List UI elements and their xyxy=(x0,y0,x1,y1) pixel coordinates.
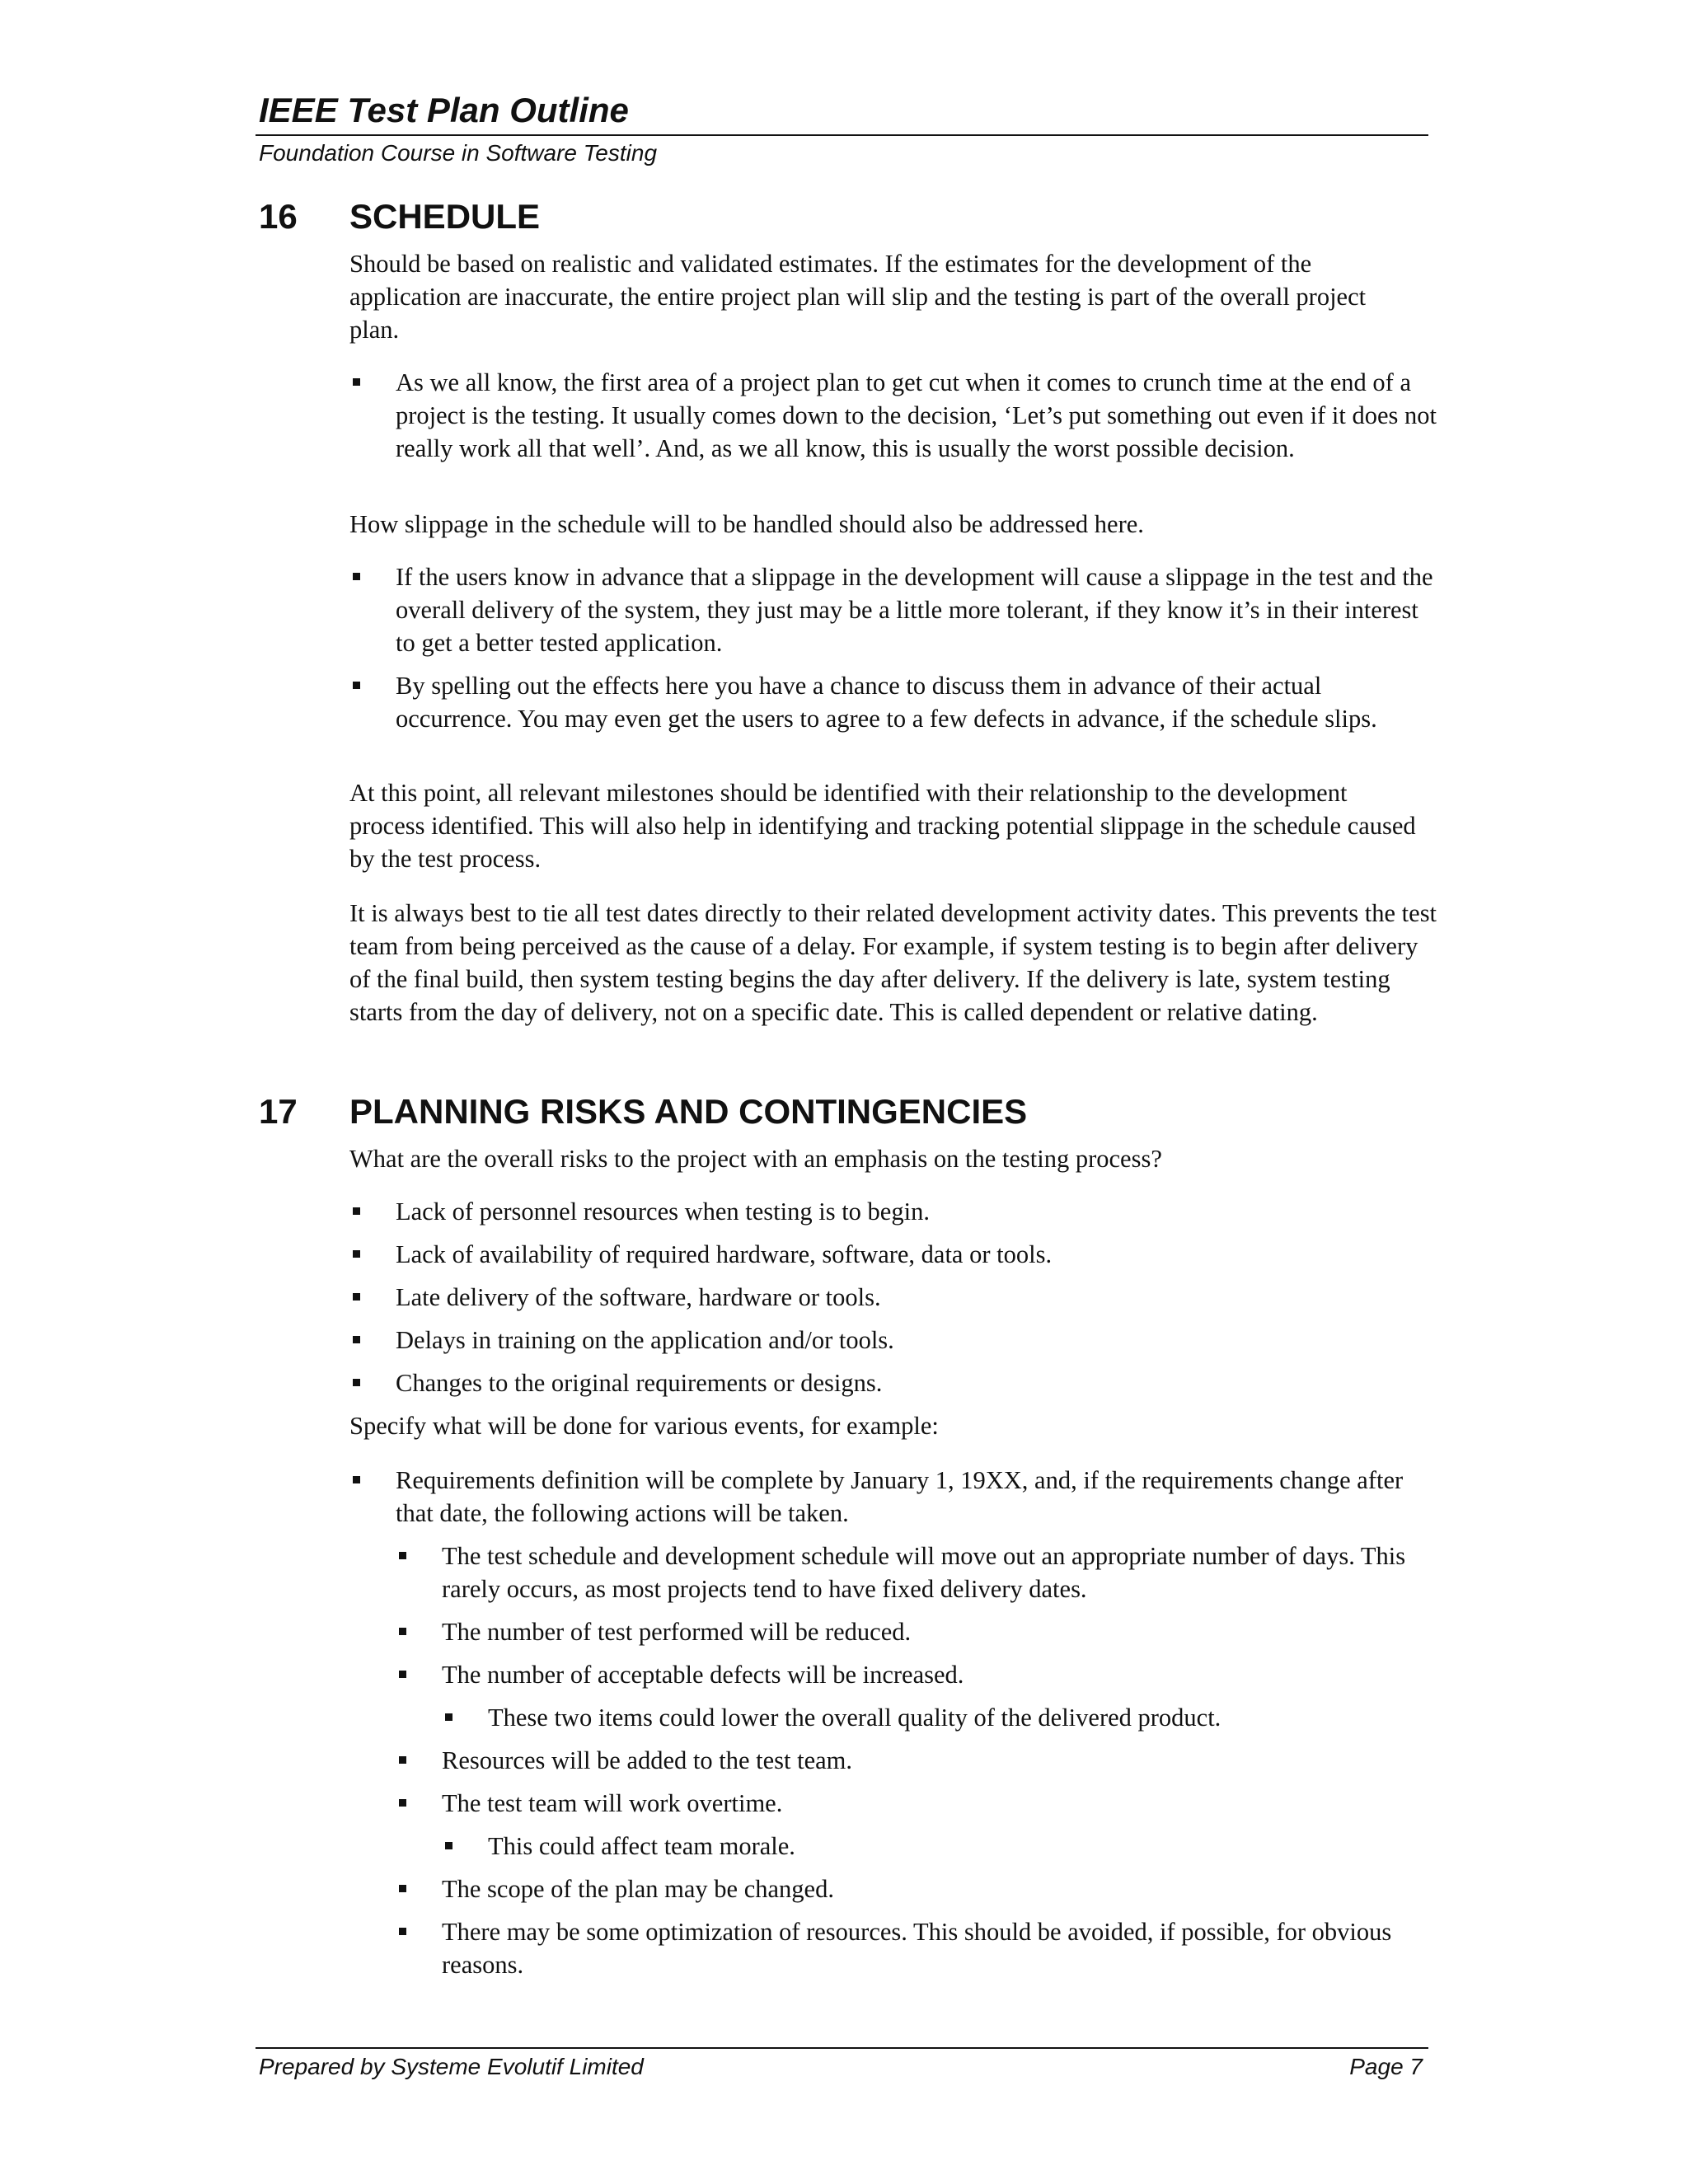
s16-para-relative-dating: It is always best to tie all test dates directly to their related development activity dates. This prevents the test team from being perceived as the cause of a delay. For example, if system testing is to begin after delivery of the final build, then system testing begins the day after delivery. If the delivery is late, system testing starts from the day of delivery, not on a specific date. This is called dependent or relative dating. xyxy=(349,899,1437,1026)
list-item xyxy=(396,1787,1437,1820)
footer-left: Prepared by Systeme Evolutif Limited xyxy=(259,2054,644,2079)
bullet-square-icon xyxy=(353,1250,360,1258)
list-item-text: Resources will be added to the test team. xyxy=(442,1746,853,1774)
bullet-square-icon xyxy=(445,1713,452,1721)
list-item xyxy=(396,1872,1437,1905)
section-17-title: PLANNING RISKS AND CONTINGENCIES xyxy=(349,1092,1028,1131)
list-item xyxy=(349,1324,1437,1357)
header-rule xyxy=(256,134,1428,136)
list-item xyxy=(396,1540,1437,1605)
bullet-square-icon xyxy=(399,1928,406,1935)
list-item xyxy=(349,1238,1437,1271)
bullet-square-icon xyxy=(353,682,360,689)
list-item-text: The scope of the plan may be changed. xyxy=(442,1875,834,1903)
document-title: IEEE Test Plan Outline xyxy=(259,91,629,129)
bullet-square-icon xyxy=(353,1336,360,1343)
list-item xyxy=(349,1195,1437,1228)
s17-intro: What are the overall risks to the project with an emphasis on the testing process? xyxy=(349,1145,1162,1173)
list-item xyxy=(396,1615,1437,1648)
bullet-square-icon xyxy=(353,1476,360,1483)
s16-para-estimates: Should be based on realistic and validated estimates. If the estimates for the development of the application are inaccurate, the entire project plan will slip and the testing is part of the overall project plan. xyxy=(349,250,1367,344)
list-item-text: The number of test performed will be reduced. xyxy=(442,1618,912,1646)
list-item xyxy=(396,1744,1437,1777)
list-item-text: Requirements definition will be complete by January 1, 19XX, and, if the requirements change after that date, the following actions will be taken. xyxy=(396,1466,1404,1527)
list-item xyxy=(442,1830,1437,1863)
list-item-text: Late delivery of the software, hardware or tools. xyxy=(396,1283,881,1311)
list-item-text: Lack of availability of required hardware, software, data or tools. xyxy=(396,1240,1053,1268)
paragraph xyxy=(349,247,1421,346)
bullet-square-icon xyxy=(399,1671,406,1678)
list-item-text: This could affect team morale. xyxy=(488,1832,795,1860)
list-item-text: These two items could lower the overall quality of the delivered product. xyxy=(488,1704,1221,1732)
paragraph xyxy=(349,1142,1437,1175)
bullet-square-icon xyxy=(399,1885,406,1892)
list-item-text: Changes to the original requirements or designs. xyxy=(396,1369,883,1397)
s16-para-slippage: How slippage in the schedule will to be handled should also be addressed here. xyxy=(349,510,1144,538)
list-item-text: There may be some optimization of resources. This should be avoided, if possible, for obvious reasons. xyxy=(442,1918,1392,1979)
section-16-title: SCHEDULE xyxy=(349,197,541,236)
list-item-text: The number of acceptable defects will be increased. xyxy=(442,1661,964,1689)
list-item-text: As we all know, the first area of a project plan to get cut when it comes to crunch time at the end of a project is the testing. It usually comes down to the decision, ‘Let’s put something out even if it does not really work all that well’. And, as we all know, this is usually the worst possible decision. xyxy=(396,368,1437,462)
paragraph xyxy=(349,897,1437,1029)
list-item xyxy=(349,669,1437,735)
section-16-number: 16 xyxy=(259,197,298,236)
list-item-text: By spelling out the effects here you have a chance to discuss them in advance of their actual occurrence. You may even get the users to agree to a few defects in advance, if the schedule slips. xyxy=(396,672,1377,733)
footer-rule xyxy=(256,2047,1428,2049)
list-item xyxy=(349,1281,1437,1314)
list-item xyxy=(396,1915,1437,1981)
paragraph xyxy=(349,1409,1437,1442)
document-subtitle: Foundation Course in Software Testing xyxy=(259,140,658,166)
section-17-number: 17 xyxy=(259,1092,298,1131)
paragraph xyxy=(349,776,1421,875)
bullet-square-icon xyxy=(399,1552,406,1559)
bullet-square-icon xyxy=(445,1842,452,1849)
list-item-text: Lack of personnel resources when testing is to begin. xyxy=(396,1197,930,1226)
list-item xyxy=(349,366,1437,465)
bullet-square-icon xyxy=(353,1207,360,1215)
bullet-square-icon xyxy=(399,1628,406,1635)
section-16-heading xyxy=(259,196,540,237)
s16-para-milestones: At this point, all relevant milestones should be identified with their relationship to the development process identified. This will also help in identifying and tracking potential slippage in the schedule caused by the test process. xyxy=(349,779,1416,873)
list-item xyxy=(396,1658,1437,1691)
bullet-square-icon xyxy=(353,1379,360,1386)
list-item-text: Delays in training on the application and/or tools. xyxy=(396,1326,894,1354)
page-number: Page 7 xyxy=(1349,2054,1423,2079)
bullet-square-icon xyxy=(399,1799,406,1807)
list-item xyxy=(442,1701,1437,1734)
list-item xyxy=(349,1464,1437,1530)
list-item xyxy=(349,560,1437,659)
list-item-text: The test schedule and development schedule will move out an appropriate number of days. This rarely occurs, as most projects tend to have fixed delivery dates. xyxy=(442,1542,1406,1603)
bullet-square-icon xyxy=(353,378,360,386)
bullet-square-icon xyxy=(353,1293,360,1301)
list-item-text: If the users know in advance that a slippage in the development will cause a slippage in the test and the overall delivery of the system, they just may be a little more tolerant, if they know it’s in their interest to get a better tested application. xyxy=(396,563,1433,657)
bullet-square-icon xyxy=(353,573,360,580)
section-17-heading xyxy=(259,1091,1027,1132)
bullet-square-icon xyxy=(399,1756,406,1764)
list-item xyxy=(349,1366,1437,1399)
paragraph xyxy=(349,508,1437,541)
s17-specify: Specify what will be done for various events, for example: xyxy=(349,1412,939,1440)
list-item-text: The test team will work overtime. xyxy=(442,1789,783,1817)
